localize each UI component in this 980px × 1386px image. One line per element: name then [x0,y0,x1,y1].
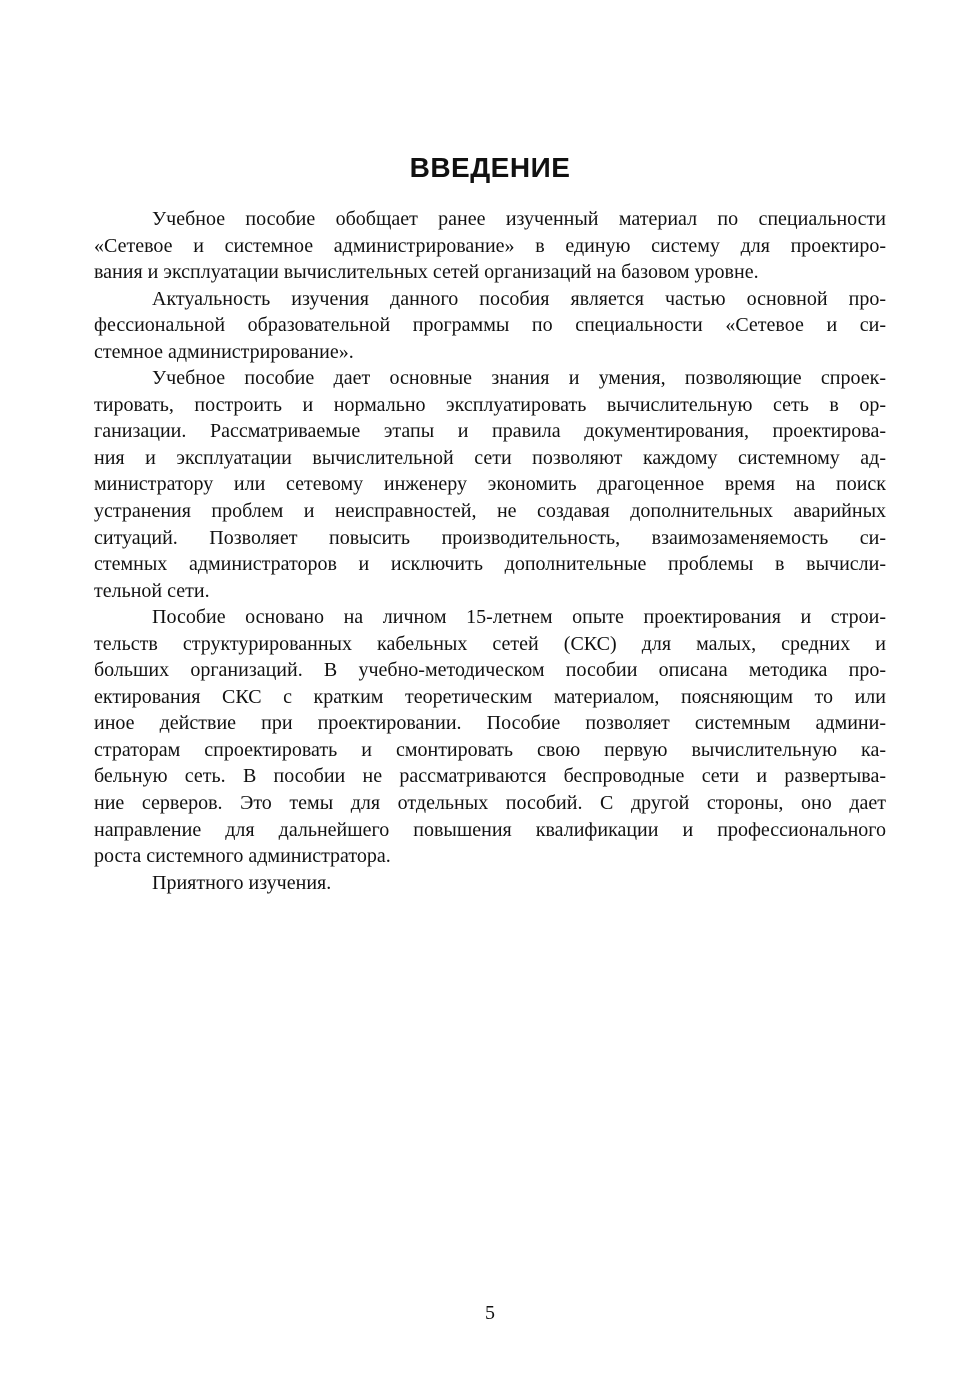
text-line: Учебное пособие обобщает ранее изученный материал по специальности [152,208,886,230]
paragraph [94,870,886,897]
text-line: тельств структурированных кабельных сетей (СКС) для малых, средних и [94,632,886,655]
text-line: стемное администрирование». [94,340,354,363]
text-line: больших организаций. В учебно-методическом пособии описана методика про- [94,659,886,682]
paragraph [94,286,886,366]
text-line: ния и эксплуатации вычислительной сети позволяют каждому системному ад- [94,446,886,469]
text-line: фессиональной образовательной программы по специальности «Сетевое и си- [94,314,886,337]
text-line: Приятного изучения. [152,871,332,894]
page-number: 5 [485,1302,495,1324]
text-line: ние серверов. Это темы для отдельных пособий. С другой стороны, оно дает [94,792,886,815]
text-line: ганизации. Рассматриваемые этапы и правила документирования, проектирова- [94,420,886,443]
text-line: «Сетевое и системное администрирование» в единую систему для проектиро- [94,234,886,257]
text-line: Учебное пособие дает основные знания и умения, позволяющие спроек- [152,367,886,390]
document-body [94,206,886,896]
paragraph [94,206,886,286]
text-line: устранения проблем и неисправностей, не создавая дополнительных аварийных [94,500,886,523]
text-line: ситуаций. Позволяет повысить производительность, взаимозаменяемость си- [94,526,886,549]
page-title: ВВЕДЕНИЕ [409,152,571,183]
text-line: стемных администраторов и исключить дополнительные проблемы в вычисли- [94,553,886,576]
text-line: ектирования СКС с кратким теоретическим материалом, поясняющим то или [94,685,886,708]
text-line: министратору или сетевому инженеру экономить драгоценное время на поиск [94,473,886,496]
paragraph [94,365,886,604]
text-line: направление для дальнейшего повышения квалификации и профессионального [94,818,886,841]
paragraph [94,604,886,869]
text-line: страторам спроектировать и смонтировать свою первую вычислительную ка- [94,738,886,761]
text-line: роста системного администратора. [94,845,391,868]
text-line: Пособие основано на личном 15-летнем опыте проектирования и строи- [152,606,886,629]
text-line: вания и эксплуатации вычислительных сетей организаций на базовом уровне. [94,261,759,284]
text-line: Актуальность изучения данного пособия является частью основной про- [152,287,886,310]
text-line: тельной сети. [94,579,210,602]
text-line: тировать, построить и нормально эксплуатировать вычислительную сеть в ор- [94,393,886,416]
text-line: бельную сеть. В пособии не рассматриваются беспроводные сети и развертыва- [94,765,886,788]
text-line: иное действие при проектировании. Пособие позволяет системным админи- [94,712,886,735]
